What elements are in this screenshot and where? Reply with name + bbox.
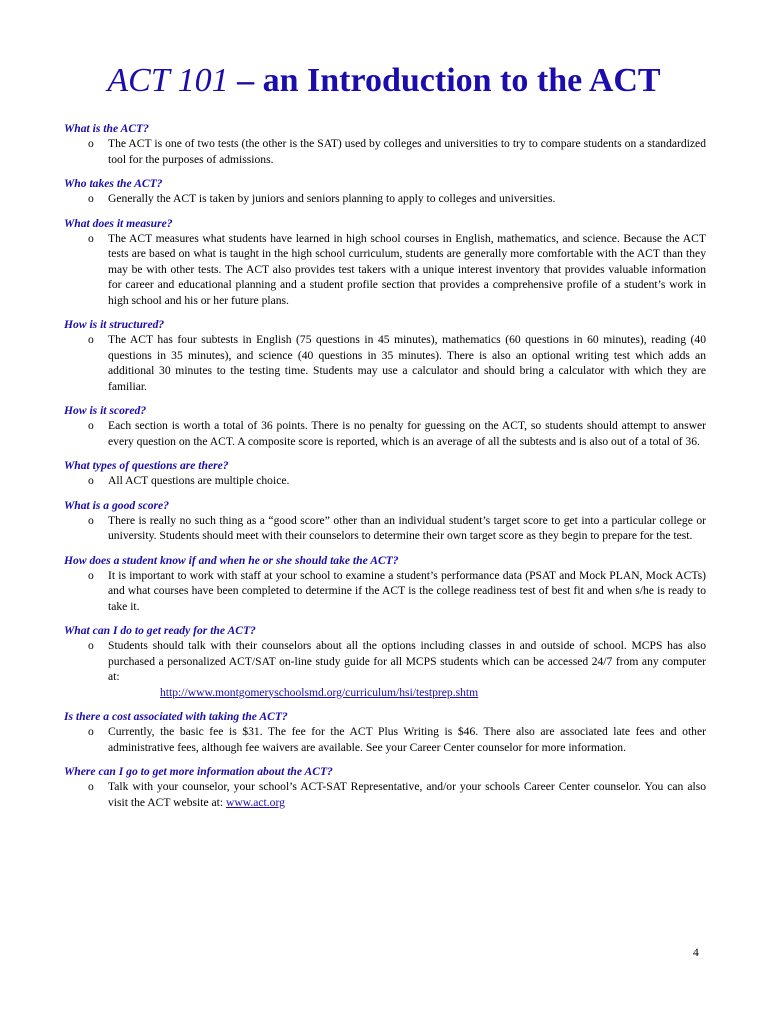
faq-answer [64, 191, 706, 207]
faq-question: What does it measure? [64, 216, 173, 230]
faq-question: What is the ACT? [64, 122, 149, 135]
faq-question: How is it structured? [64, 318, 165, 331]
faq-answer [64, 513, 706, 544]
faq-answer-text: Generally the ACT is taken by juniors and seniors planning to apply to colleges and universities. [108, 192, 556, 205]
faq-question: How is it scored? [64, 404, 147, 417]
faq-answer-text: Each section is worth a total of 36 points. There is no penalty for guessing on the ACT, so students should attempt to answer every question on the ACT. A composite score is reported, which is an average of all the subtests and is also out of a total of 36. [108, 419, 706, 448]
faq-answer-text: There is really no such thing as a “good score” other than an individual student’s target score to get into a particular college or university. Students should meet with their counselors to determine their own target score as they begin to prepare for the test. [108, 513, 706, 542]
bullet-icon: o [88, 474, 94, 487]
faq-question: What can I do to get ready for the ACT? [64, 624, 256, 637]
bullet-icon: o [88, 780, 94, 793]
faq-answer-text: It is important to work with staff at your school to examine a student’s performance data (PSAT and Mock PLAN, Mock ACTs) and what courses have been completed to determine if the ACT is the college readiness test of best fit and when s/he is ready to take it. [108, 568, 706, 613]
faq-answer [64, 779, 706, 810]
bullet-icon: o [88, 333, 94, 346]
title-main-part: – an Introduction to the ACT [228, 62, 661, 99]
faq-answer-text: Currently, the basic fee is $31. The fee for the ACT Plus Writing is $46. There also are associated late fees and other administrative fees, although fee waivers are available. See your Career Center counselor for more information. [108, 725, 706, 754]
page-title [0, 62, 768, 100]
act-website-link[interactable]: www.act.org [225, 795, 285, 809]
title-italic-part: ACT 101 [107, 62, 229, 99]
faq-answer [64, 568, 706, 615]
faq-answer [64, 332, 706, 394]
faq-question: Who takes the ACT? [64, 177, 163, 190]
bullet-icon: o [88, 725, 94, 738]
bullet-icon: o [88, 231, 94, 245]
testprep-link[interactable]: http://www.montgomeryschoolsmd.org/curriculum/hsi/testprep.shtm [160, 685, 479, 699]
faq-answer-text: Talk with your counselor, your school’s ACT-SAT Representative, and/or your schools Career Center counselor. You can also visit the ACT website at: [108, 780, 706, 809]
faq-answer-text: The ACT measures what students have learned in high school courses in English, mathematics, and science. Because the ACT tests are based on what is taught in the high school curriculum, students are generally more comfortable with the ACT than they may be with other tests. The ACT also provides test takers with a unique interest inventory that provides valuable information for career and educational planning and a student profile section that provides a comprehensive profile of a student’s work in high school and his or her future plans. [108, 231, 706, 307]
faq-answer-text: The ACT is one of two tests (the other is the SAT) used by colleges and universities to try to compare students on a standardized tool for the purposes of admissions. [108, 137, 706, 166]
faq-question: How does a student know if and when he or she should take the ACT? [64, 553, 399, 567]
faq-answer [64, 473, 706, 489]
faq-answer [64, 724, 706, 755]
faq-question: What is a good score? [64, 498, 169, 512]
faq-list [64, 121, 706, 819]
faq-question: Where can I go to get more information about the ACT? [64, 765, 333, 778]
faq-answer-text: Students should talk with their counselors about all the options including classes in and outside of school. MCPS has also purchased a personalized ACT/SAT on-line study guide for all MCPS students which can be accessed 24/7 from any computer at: [108, 639, 706, 683]
bullet-icon: o [88, 192, 94, 205]
faq-answer [64, 418, 706, 449]
faq-question: What types of questions are there? [64, 459, 229, 472]
bullet-icon: o [88, 639, 94, 652]
bullet-icon: o [88, 568, 94, 582]
bullet-icon: o [88, 137, 94, 150]
faq-answer-text: The ACT has four subtests in English (75 questions in 45 minutes), mathematics (60 questions in 60 minutes), reading (40 questions in 35 minutes), and science (40 questions in 35 minutes). There is also an optional writing test which adds an additional 30 minutes to the testing time. Students may use a calculator and should bring a calculator with which they are familiar. [108, 333, 706, 393]
faq-answer [64, 231, 706, 309]
bullet-icon: o [88, 513, 94, 527]
bullet-icon: o [88, 419, 94, 432]
faq-answer [64, 638, 706, 700]
faq-question: Is there a cost associated with taking the ACT? [64, 710, 288, 723]
faq-answer-text: All ACT questions are multiple choice. [108, 474, 290, 487]
page-number: 4 [693, 946, 699, 959]
faq-answer [64, 136, 706, 167]
